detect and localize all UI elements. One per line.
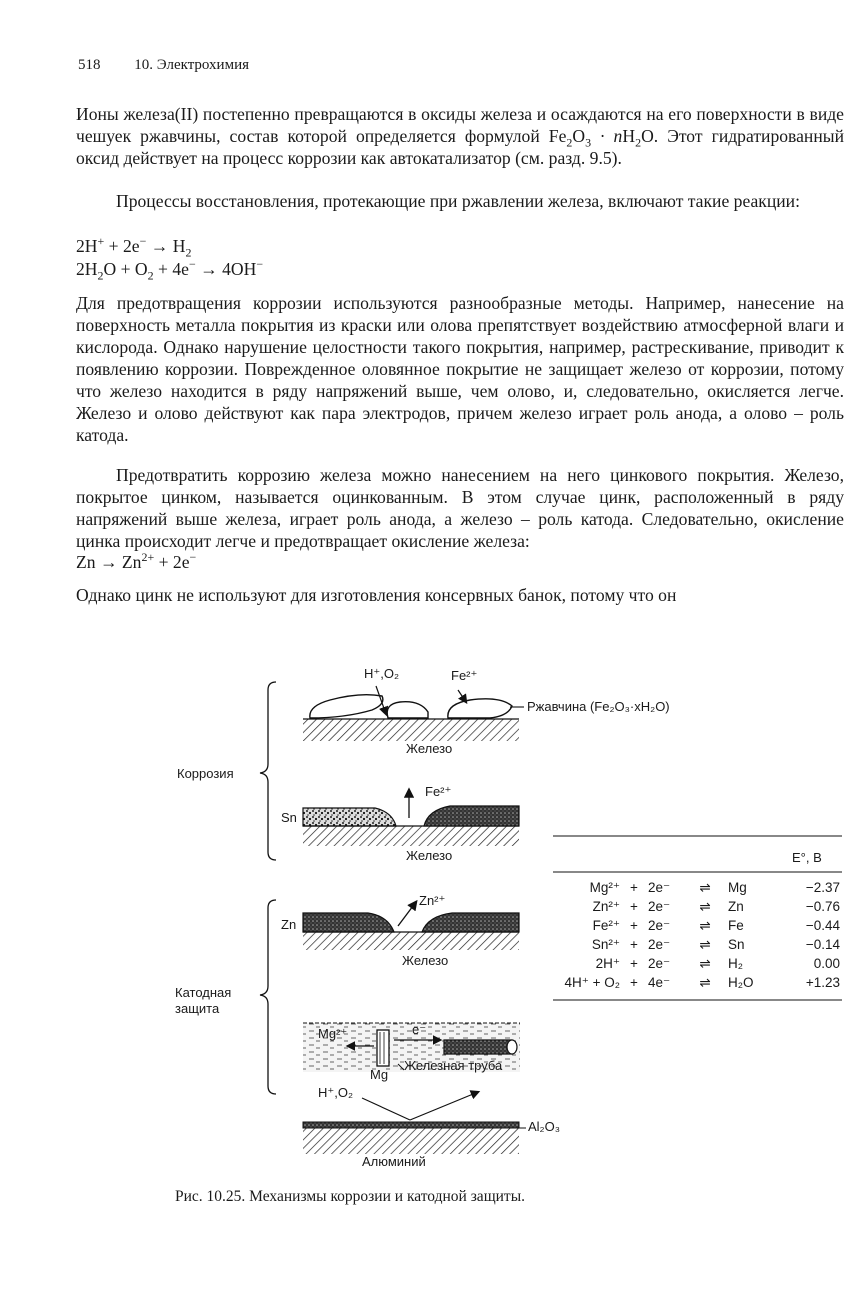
table-cell-electrons: 2e⁻ bbox=[648, 898, 671, 914]
table-cell-plus: + bbox=[630, 880, 638, 895]
table-cell-ion: 4H⁺ + O₂ bbox=[564, 974, 620, 990]
table-cell-metal: H₂O bbox=[728, 975, 754, 990]
table-row bbox=[553, 935, 843, 954]
table-cell-electrons: 2e⁻ bbox=[648, 955, 671, 971]
figure-caption: Рис. 10.25. Механизмы коррозии и катодной защиты. bbox=[175, 1188, 525, 1205]
label-mg2: Mg²⁺ bbox=[318, 1026, 348, 1041]
label-mg: Mg bbox=[370, 1067, 389, 1082]
potentials-table bbox=[553, 878, 843, 992]
paragraph-3: Для предотвращения коррозии используются разнообразные методы. Например, нанесение на поверхность металла покрытия из краски или олова препятствует воздействию атмосферной влаги и кислорода. Однако нарушение целостности такого покрытия, например, растрескивание, приводит к появлению коррозии. Поврежденное оловянное покрытие не защищает железо от коррозии, потому что железо находится в ряду напряжений выше, чем олово, и, следовательно, окисляется легче. Железо и олово действуют как пара электродов, причем железо играет роль анода, а олово – роль катода. bbox=[76, 293, 844, 445]
paragraph-1: Ионы железа(II) постепенно превращаются в оксиды железа и осаждаются на его поверхности в виде чешуек ржавчины, состав которой определяется формулой $Fe_2O_3 \cdot nH_2O$. Этот гидратированный оксид действует на процесс коррозии как автокатализатор (см. разд. 9.5). bbox=[76, 104, 844, 168]
table-cell-ion: 2H⁺ bbox=[595, 955, 620, 971]
table-cell-plus: + bbox=[630, 956, 638, 971]
table-cell-value: −0.14 bbox=[805, 937, 840, 952]
label-corrosion: Коррозия bbox=[177, 766, 234, 781]
table-cell-plus: + bbox=[630, 899, 638, 914]
equation-1: $2H^+ + 2e^- \to H_2$ bbox=[76, 234, 192, 260]
table-row bbox=[553, 973, 843, 992]
equation-2: $2H_2O + O_2 + 4e^- \to 4OH^-$ bbox=[76, 257, 264, 283]
chapter-title: 10. Электрохимия bbox=[134, 57, 249, 73]
label-zn2: Zn²⁺ bbox=[419, 893, 446, 908]
table-cell-arrow: ⇌ bbox=[699, 955, 711, 971]
label-aluminum: Алюминий bbox=[362, 1154, 426, 1169]
table-row bbox=[553, 916, 843, 935]
table-cell-arrow: ⇌ bbox=[699, 917, 711, 933]
table-cell-ion: Sn²⁺ bbox=[591, 936, 620, 952]
label-fe2-top: Fe²⁺ bbox=[451, 668, 478, 683]
table-cell-metal: Fe bbox=[728, 918, 744, 933]
aluminum-panel bbox=[303, 1092, 526, 1154]
table-header: E°, В bbox=[792, 850, 822, 865]
label-h-o2-bottom: H⁺,O₂ bbox=[318, 1085, 354, 1100]
table-cell-electrons: 2e⁻ bbox=[648, 879, 671, 895]
table-cell-plus: + bbox=[630, 918, 638, 933]
equation-3: $Zn \to Zn^{2+} + 2e^-$ bbox=[76, 550, 197, 572]
table-cell-metal: Zn bbox=[728, 899, 744, 914]
table-row bbox=[553, 954, 843, 973]
page-number: 518 bbox=[78, 57, 101, 73]
table-cell-plus: + bbox=[630, 937, 638, 952]
label-zn: Zn bbox=[281, 917, 297, 932]
label-iron-pipe: Железная труба bbox=[404, 1058, 503, 1073]
table-cell-metal: H₂ bbox=[728, 956, 743, 971]
table-cell-arrow: ⇌ bbox=[699, 974, 711, 990]
table-cell-metal: Mg bbox=[728, 880, 747, 895]
label-rust: Ржавчина (Fe₂O₃·xH₂O) bbox=[527, 699, 670, 714]
paragraph-4: Предотвратить коррозию железа можно нанесением на него цинкового покрытия. Железо, покрытое цинком, называется оцинкованным. В этом случае цинк, расположенный в ряду напряжений выше железа, играет роль анода, а железо – роль катода. Следовательно, окисление цинка происходит легче и предотвращает окисление железа: bbox=[76, 465, 844, 551]
table-cell-ion: Zn²⁺ bbox=[592, 898, 620, 914]
table-cell-value: −0.76 bbox=[805, 899, 840, 914]
label-e-minus: e⁻ bbox=[412, 1022, 427, 1037]
zinc-panel bbox=[303, 902, 519, 950]
label-iron-2: Железо bbox=[406, 848, 453, 863]
brace-corrosion bbox=[260, 682, 276, 860]
label-fe2-mid: Fe²⁺ bbox=[425, 784, 452, 799]
table-cell-electrons: 4e⁻ bbox=[648, 974, 671, 990]
table-cell-value: −2.37 bbox=[805, 880, 840, 895]
label-h-o2-top: H⁺,O₂ bbox=[364, 666, 400, 681]
table-cell-value: +1.23 bbox=[805, 975, 840, 990]
table-row bbox=[553, 897, 843, 916]
table-cell-value: 0.00 bbox=[813, 956, 840, 971]
paragraph-5: Однако цинк не используют для изготовления консервных банок, потому что он bbox=[76, 585, 677, 605]
label-iron-3: Железо bbox=[402, 953, 449, 968]
label-al2o3: Al₂O₃ bbox=[528, 1119, 561, 1134]
label-iron-1: Железо bbox=[406, 741, 453, 756]
tin-panel bbox=[303, 790, 519, 846]
paragraph-2: Процессы восстановления, протекающие при ржавлении железа, включают такие реакции: bbox=[116, 191, 800, 211]
table-cell-electrons: 2e⁻ bbox=[648, 917, 671, 933]
table-cell-arrow: ⇌ bbox=[699, 879, 711, 895]
table-cell-arrow: ⇌ bbox=[699, 898, 711, 914]
table-cell-ion: Fe²⁺ bbox=[592, 917, 620, 933]
rust-panel bbox=[303, 686, 524, 741]
table-cell-ion: Mg²⁺ bbox=[589, 879, 620, 895]
table-cell-electrons: 2e⁻ bbox=[648, 936, 671, 952]
table-cell-arrow: ⇌ bbox=[699, 936, 711, 952]
table-row bbox=[553, 878, 843, 897]
table-cell-value: −0.44 bbox=[805, 918, 840, 933]
brace-cathodic bbox=[260, 900, 276, 1094]
table-cell-metal: Sn bbox=[728, 937, 745, 952]
table-cell-plus: + bbox=[630, 975, 638, 990]
label-cathodic-protection: Катодная защита bbox=[175, 985, 232, 1016]
label-sn: Sn bbox=[281, 810, 297, 825]
